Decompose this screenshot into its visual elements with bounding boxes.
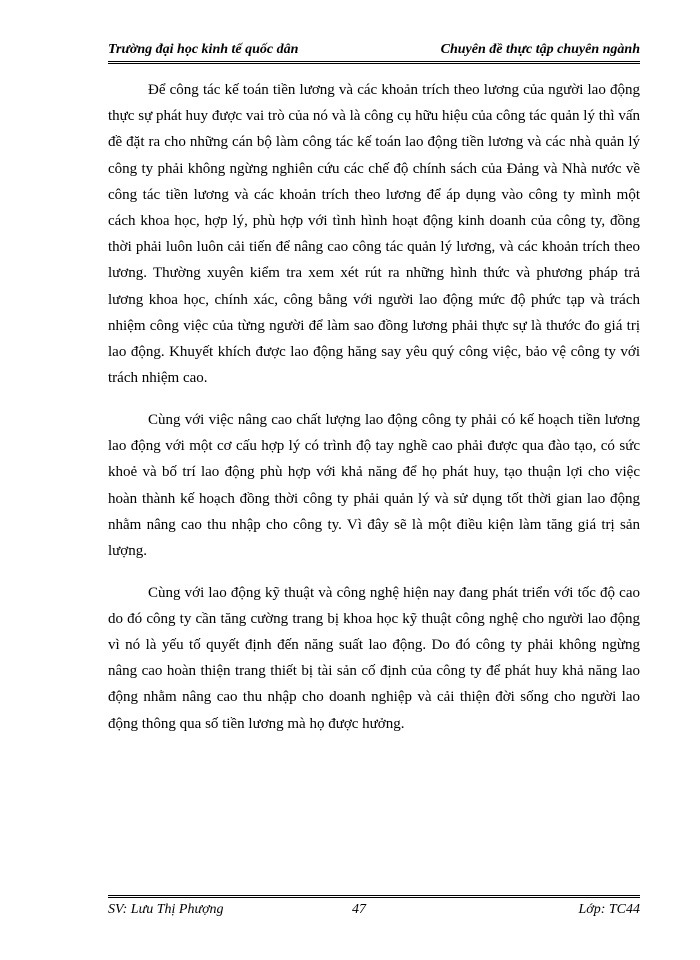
page-footer — [108, 895, 640, 919]
university-name: Trường đại học kinh tế quốc dân — [108, 42, 299, 57]
report-title: Chuyên đề thực tập chuyên ngành — [440, 42, 640, 57]
paragraph-1: Để công tác kế toán tiền lương và các khoản trích theo lương của người lao động thực sự phát huy được vai trò của nó và là công cụ hữu hiệu của công tác quản lý thì vấn đề đặt ra cho những cán bộ làm công tác kế toán lao động tiền lương và các nhà quản lý công ty phải không ngừng nghiên cứu các chế độ chính sách của Đảng và Nhà nước về công tác tiền lương và các khoản trích theo lương để áp dụng vào công ty mình một cách khoa học, hợp lý, phù hợp với tình hình hoạt động kinh doanh của công ty, đồng thời phải luôn luôn cải tiến để nâng cao công tác quản lý lương, và các khoản trích theo lương. Thường xuyên kiểm tra xem xét rút ra những hình thức và phương pháp trả lương khoa học, chính xác, công bằng với người lao động mức độ phức tạp và trách nhiệm công việc của từng người để làm sao đồng lương phải thực sự là thước đo giá trị lao động. Khuyết khích được lao động hăng say yêu quý công việc, bảo vệ công ty với trách nhiệm cao. — [108, 82, 640, 387]
page-header — [108, 40, 640, 64]
document-body — [108, 77, 640, 752]
class-code: Lớp: TC44 — [578, 902, 640, 917]
paragraph-2: Cùng với việc nâng cao chất lượng lao động công ty phải có kế hoạch tiền lương lao động với một cơ cấu hợp lý có trình độ tay nghề cao phải được qua đào tạo, có sức khoẻ và bố trí lao động phù hợp với khả năng để họ phát huy, tạo thuận lợi cho việc hoàn thành kế hoạch đồng thời công ty phải quản lý và sử dụng tốt thời gian lao động nhằm nâng cao thu nhập cho công ty. Vì đây sẽ là một điều kiện làm tăng giá trị sản lượng. — [108, 411, 640, 559]
page-number: 47 — [352, 902, 366, 917]
paragraph-3: Cùng với lao động kỹ thuật và công nghệ hiện nay đang phát triển với tốc độ cao do đó công ty cần tăng cường trang bị khoa học kỹ thuật công nghệ cho người lao động vì nó là yếu tố quyết định đến năng suất lao động. Do đó công ty phải không ngừng nâng cao hoàn thiện trang thiết bị tài sản cố định của công ty để phát huy khả năng lao động nhằm nâng cao thu nhập cho doanh nghiệp và cải thiện đời sống cho người lao động thông qua số tiền lương mà họ được hưởng. — [108, 584, 640, 732]
student-name: SV: Lưu Thị Phượng — [108, 902, 224, 917]
